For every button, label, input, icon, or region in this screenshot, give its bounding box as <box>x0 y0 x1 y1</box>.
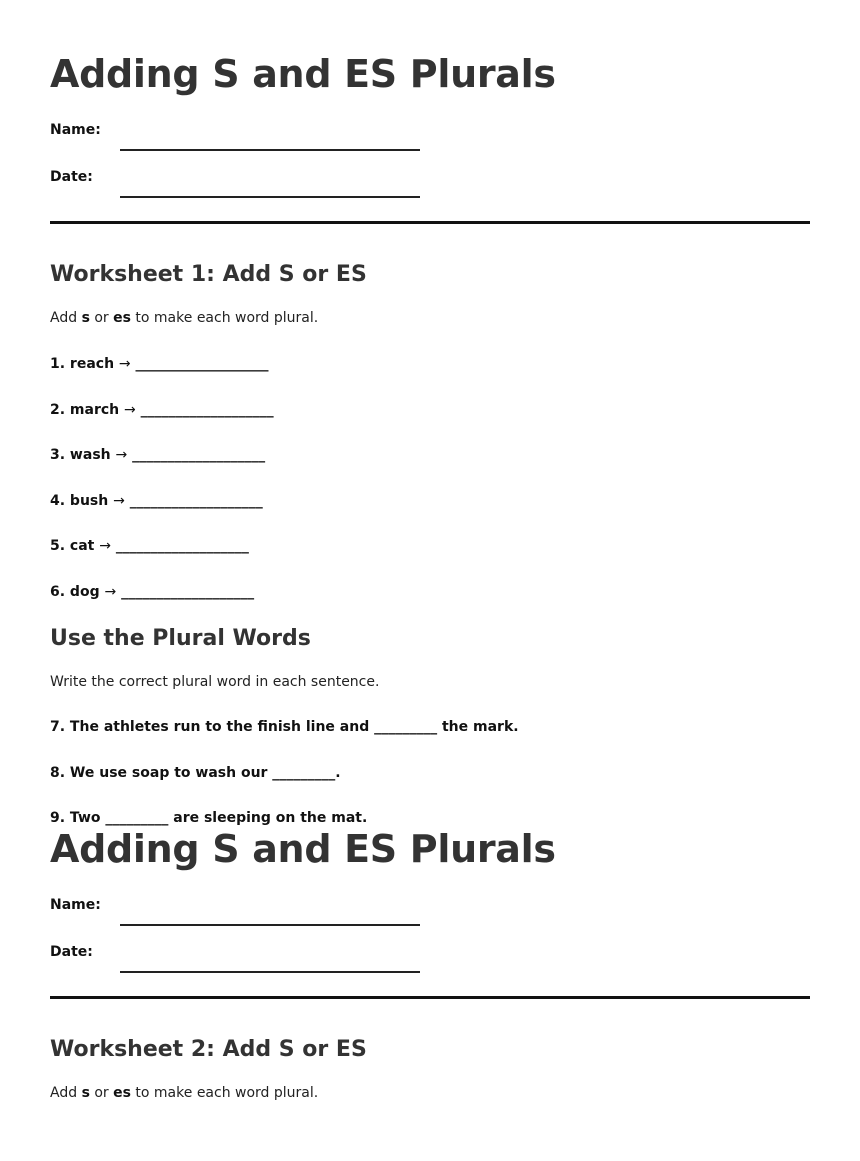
question-word: 1. reach <box>50 356 115 372</box>
instruction-mid: or <box>89 1085 114 1101</box>
arrow-icon: → <box>118 356 131 372</box>
question-item <box>50 446 810 464</box>
answer-blank: ___________________ <box>135 356 269 372</box>
arrow-icon: → <box>104 583 117 600</box>
instructions <box>50 309 810 327</box>
question-item <box>50 583 810 601</box>
name-label: Name: <box>50 122 101 138</box>
sentence-item: 7. The athletes run to the finish line and _________ the mark. <box>50 719 519 735</box>
name-blank-line <box>120 149 420 151</box>
section-instructions: Write the correct plural word in each sentence. <box>50 673 380 690</box>
worksheet-1 <box>50 0 810 827</box>
arrow-icon: → <box>124 401 136 418</box>
page-title: Adding S and ES Plurals <box>50 52 556 96</box>
instruction-es: es <box>113 1085 131 1101</box>
arrow-icon: → <box>113 492 125 509</box>
question-word: 6. dog <box>50 583 100 600</box>
instruction-s: s <box>81 310 90 326</box>
date-blank-line <box>120 196 420 198</box>
worksheet-heading: Worksheet 1: Add S or ES <box>50 262 367 287</box>
date-blank-line <box>120 971 420 973</box>
arrow-icon: → <box>99 538 111 554</box>
name-label: Name: <box>50 897 101 913</box>
date-field <box>50 944 810 960</box>
section-heading: Use the Plural Words <box>50 625 311 651</box>
question-item <box>50 355 810 373</box>
instructions <box>50 1084 810 1102</box>
question-word: 2. march <box>50 401 120 418</box>
instruction-prefix: Add <box>50 1085 82 1101</box>
page-title: Adding S and ES Plurals <box>50 827 556 871</box>
question-item <box>50 492 810 510</box>
section-divider <box>50 996 810 999</box>
instruction-es: es <box>113 310 131 326</box>
instruction-suffix: to make each word plural. <box>130 1085 319 1101</box>
instruction-suffix: to make each word plural. <box>130 310 319 326</box>
question-item <box>50 401 810 419</box>
date-label: Date: <box>50 169 93 185</box>
answer-blank: ___________________ <box>115 538 249 554</box>
name-blank-line <box>120 924 420 926</box>
question-word: 4. bush <box>50 492 109 509</box>
sentence-item: 8. We use soap to wash our _________. <box>50 764 341 781</box>
section-divider <box>50 221 810 224</box>
worksheet-heading: Worksheet 2: Add S or ES <box>50 1037 367 1062</box>
arrow-icon: → <box>115 447 128 463</box>
answer-blank: ___________________ <box>132 447 266 463</box>
question-word: 3. wash <box>50 447 111 463</box>
worksheet-2 <box>50 827 810 1102</box>
sentence-item: 9. Two _________ are sleeping on the mat. <box>50 810 368 826</box>
date-label: Date: <box>50 944 93 960</box>
instruction-prefix: Add <box>50 310 82 326</box>
answer-blank: ___________________ <box>129 492 263 509</box>
plural-words-section <box>50 626 810 828</box>
name-field <box>50 122 810 138</box>
date-field <box>50 169 810 185</box>
instruction-mid: or <box>89 310 114 326</box>
question-item <box>50 537 810 555</box>
instruction-s: s <box>81 1085 90 1101</box>
answer-blank: ___________________ <box>121 583 255 600</box>
name-field <box>50 897 810 913</box>
answer-blank: ___________________ <box>140 401 274 418</box>
question-word: 5. cat <box>50 538 95 554</box>
